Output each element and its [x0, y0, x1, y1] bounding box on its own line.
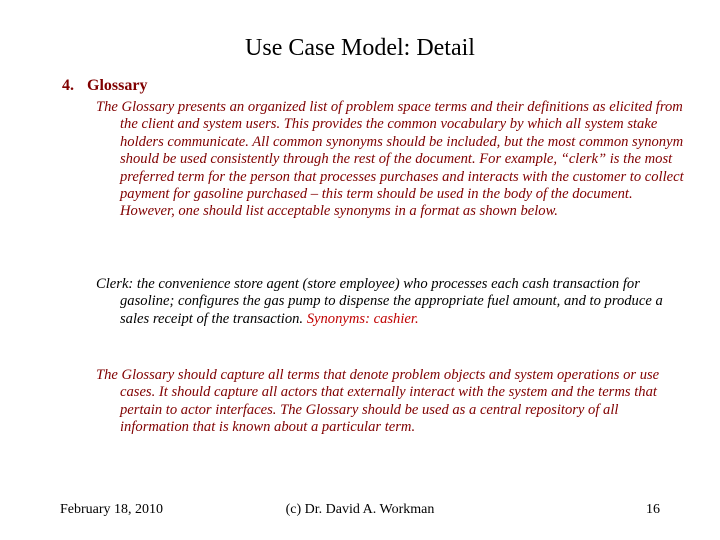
example-synonyms: Synonyms: cashier. — [306, 310, 419, 327]
footer-date: February 18, 2010 — [60, 502, 164, 517]
glossary-description-paragraph: The Glossary presents an organized list of problem space terms and their definitions as elicited from the client and system users. This provides the common vocabulary by which all system stake holders communicate. All common synonyms should be included, but the most common synonym should be used consistently through the rest of the document. For example, “clerk” is the most preferred term for the person that processes purchases and interacts with the customer to collect payment for gasoline purchased – this term should be used in the body of the document. However, one should list acceptable synonyms in a format as shown below. — [96, 99, 684, 220]
section-title: Glossary — [87, 77, 148, 94]
glossary-example-entry — [96, 276, 684, 328]
section-heading — [62, 76, 147, 96]
glossary-scope-paragraph: The Glossary should capture all terms that denote problem objects and system operations or use cases. It should capture all actors that externally interact with the system and the terms that pertain to actor interfaces. The Glossary should be used as a central repository of all information that is known about a particular term. — [96, 367, 660, 436]
slide-title: Use Case Model: Detail — [245, 35, 475, 61]
example-definition: Clerk: the convenience store agent (store employee) who processes each cash transaction for gasoline; configures the gas pump to dispense the appropriate fuel amount, and to produce a sales receipt of the transaction. — [96, 276, 663, 327]
section-number: 4. — [62, 77, 74, 94]
page-number: 16 — [646, 502, 660, 517]
footer-author: (c) Dr. David A. Workman — [285, 502, 435, 517]
